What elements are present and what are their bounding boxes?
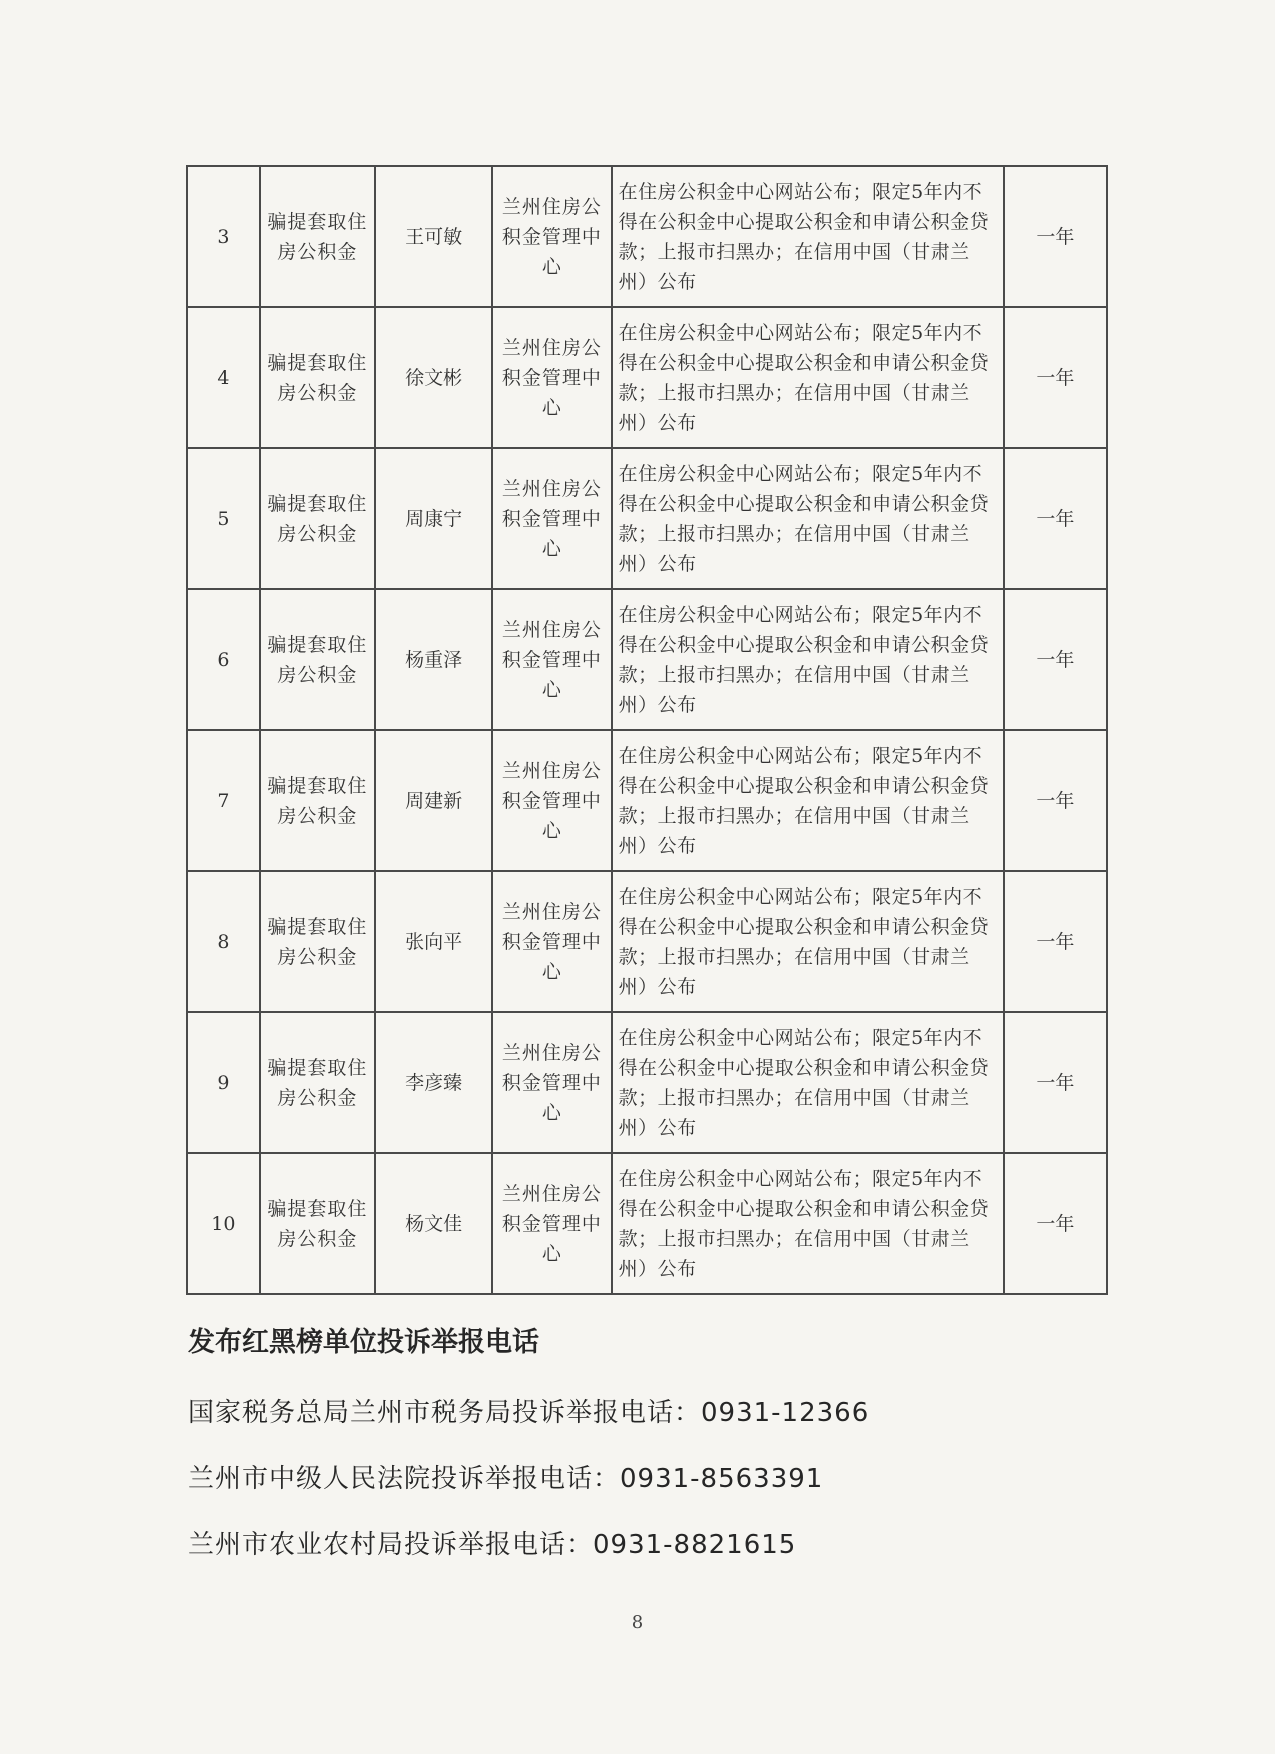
contact-title: 发布红黑榜单位投诉举报电话	[188, 1327, 539, 1358]
table-row	[187, 1012, 1107, 1153]
row-department: 兰州住房公积金管理中心	[492, 1153, 611, 1294]
row-index: 7	[187, 730, 260, 871]
row-department: 兰州住房公积金管理中心	[492, 166, 611, 307]
row-reason: 骗提套取住房公积金	[260, 589, 375, 730]
row-name: 李彦臻	[375, 1012, 492, 1153]
row-period: 一年	[1004, 871, 1107, 1012]
row-department: 兰州住房公积金管理中心	[492, 871, 611, 1012]
row-index: 10	[187, 1153, 260, 1294]
table-row	[187, 1153, 1107, 1294]
table-row	[187, 730, 1107, 871]
row-reason: 骗提套取住房公积金	[260, 166, 375, 307]
row-period: 一年	[1004, 589, 1107, 730]
row-period: 一年	[1004, 448, 1107, 589]
row-measures: 在住房公积金中心网站公布；限定5年内不得在公积金中心提取公积金和申请公积金贷款；上报市扫黑办；在信用中国（甘肃兰州）公布	[612, 166, 1004, 307]
row-measures: 在住房公积金中心网站公布；限定5年内不得在公积金中心提取公积金和申请公积金贷款；上报市扫黑办；在信用中国（甘肃兰州）公布	[612, 1153, 1004, 1294]
row-name: 周建新	[375, 730, 492, 871]
row-name: 周康宁	[375, 448, 492, 589]
row-reason: 骗提套取住房公积金	[260, 871, 375, 1012]
row-name: 杨文佳	[375, 1153, 492, 1294]
row-department: 兰州住房公积金管理中心	[492, 589, 611, 730]
row-measures: 在住房公积金中心网站公布；限定5年内不得在公积金中心提取公积金和申请公积金贷款；上报市扫黑办；在信用中国（甘肃兰州）公布	[612, 448, 1004, 589]
table-row	[187, 589, 1107, 730]
row-period: 一年	[1004, 307, 1107, 448]
table-row	[187, 871, 1107, 1012]
row-department: 兰州住房公积金管理中心	[492, 730, 611, 871]
row-index: 8	[187, 871, 260, 1012]
row-measures: 在住房公积金中心网站公布；限定5年内不得在公积金中心提取公积金和申请公积金贷款；上报市扫黑办；在信用中国（甘肃兰州）公布	[612, 730, 1004, 871]
blacklist-table	[186, 165, 1108, 1295]
row-measures: 在住房公积金中心网站公布；限定5年内不得在公积金中心提取公积金和申请公积金贷款；上报市扫黑办；在信用中国（甘肃兰州）公布	[612, 871, 1004, 1012]
contact-line-tax: 国家税务总局兰州市税务局投诉举报电话：0931-12366	[188, 1398, 870, 1428]
row-department: 兰州住房公积金管理中心	[492, 307, 611, 448]
row-reason: 骗提套取住房公积金	[260, 730, 375, 871]
row-measures: 在住房公积金中心网站公布；限定5年内不得在公积金中心提取公积金和申请公积金贷款；上报市扫黑办；在信用中国（甘肃兰州）公布	[612, 307, 1004, 448]
row-name: 张向平	[375, 871, 492, 1012]
table-row	[187, 166, 1107, 307]
row-index: 4	[187, 307, 260, 448]
row-department: 兰州住房公积金管理中心	[492, 448, 611, 589]
row-period: 一年	[1004, 730, 1107, 871]
row-period: 一年	[1004, 1153, 1107, 1294]
row-index: 6	[187, 589, 260, 730]
row-index: 9	[187, 1012, 260, 1153]
row-reason: 骗提套取住房公积金	[260, 448, 375, 589]
row-reason: 骗提套取住房公积金	[260, 307, 375, 448]
row-index: 3	[187, 166, 260, 307]
row-measures: 在住房公积金中心网站公布；限定5年内不得在公积金中心提取公积金和申请公积金贷款；上报市扫黑办；在信用中国（甘肃兰州）公布	[612, 589, 1004, 730]
row-index: 5	[187, 448, 260, 589]
row-name: 杨重泽	[375, 589, 492, 730]
row-name: 王可敏	[375, 166, 492, 307]
row-measures: 在住房公积金中心网站公布；限定5年内不得在公积金中心提取公积金和申请公积金贷款；上报市扫黑办；在信用中国（甘肃兰州）公布	[612, 1012, 1004, 1153]
page-number: 8	[631, 1612, 644, 1633]
contact-line-court: 兰州市中级人民法院投诉举报电话：0931-8563391	[188, 1464, 824, 1494]
row-period: 一年	[1004, 166, 1107, 307]
table-body	[187, 166, 1107, 1294]
table-row	[187, 307, 1107, 448]
row-reason: 骗提套取住房公积金	[260, 1153, 375, 1294]
table-row	[187, 448, 1107, 589]
row-department: 兰州住房公积金管理中心	[492, 1012, 611, 1153]
row-reason: 骗提套取住房公积金	[260, 1012, 375, 1153]
contact-line-agriculture: 兰州市农业农村局投诉举报电话：0931-8821615	[188, 1530, 797, 1560]
row-period: 一年	[1004, 1012, 1107, 1153]
row-name: 徐文彬	[375, 307, 492, 448]
